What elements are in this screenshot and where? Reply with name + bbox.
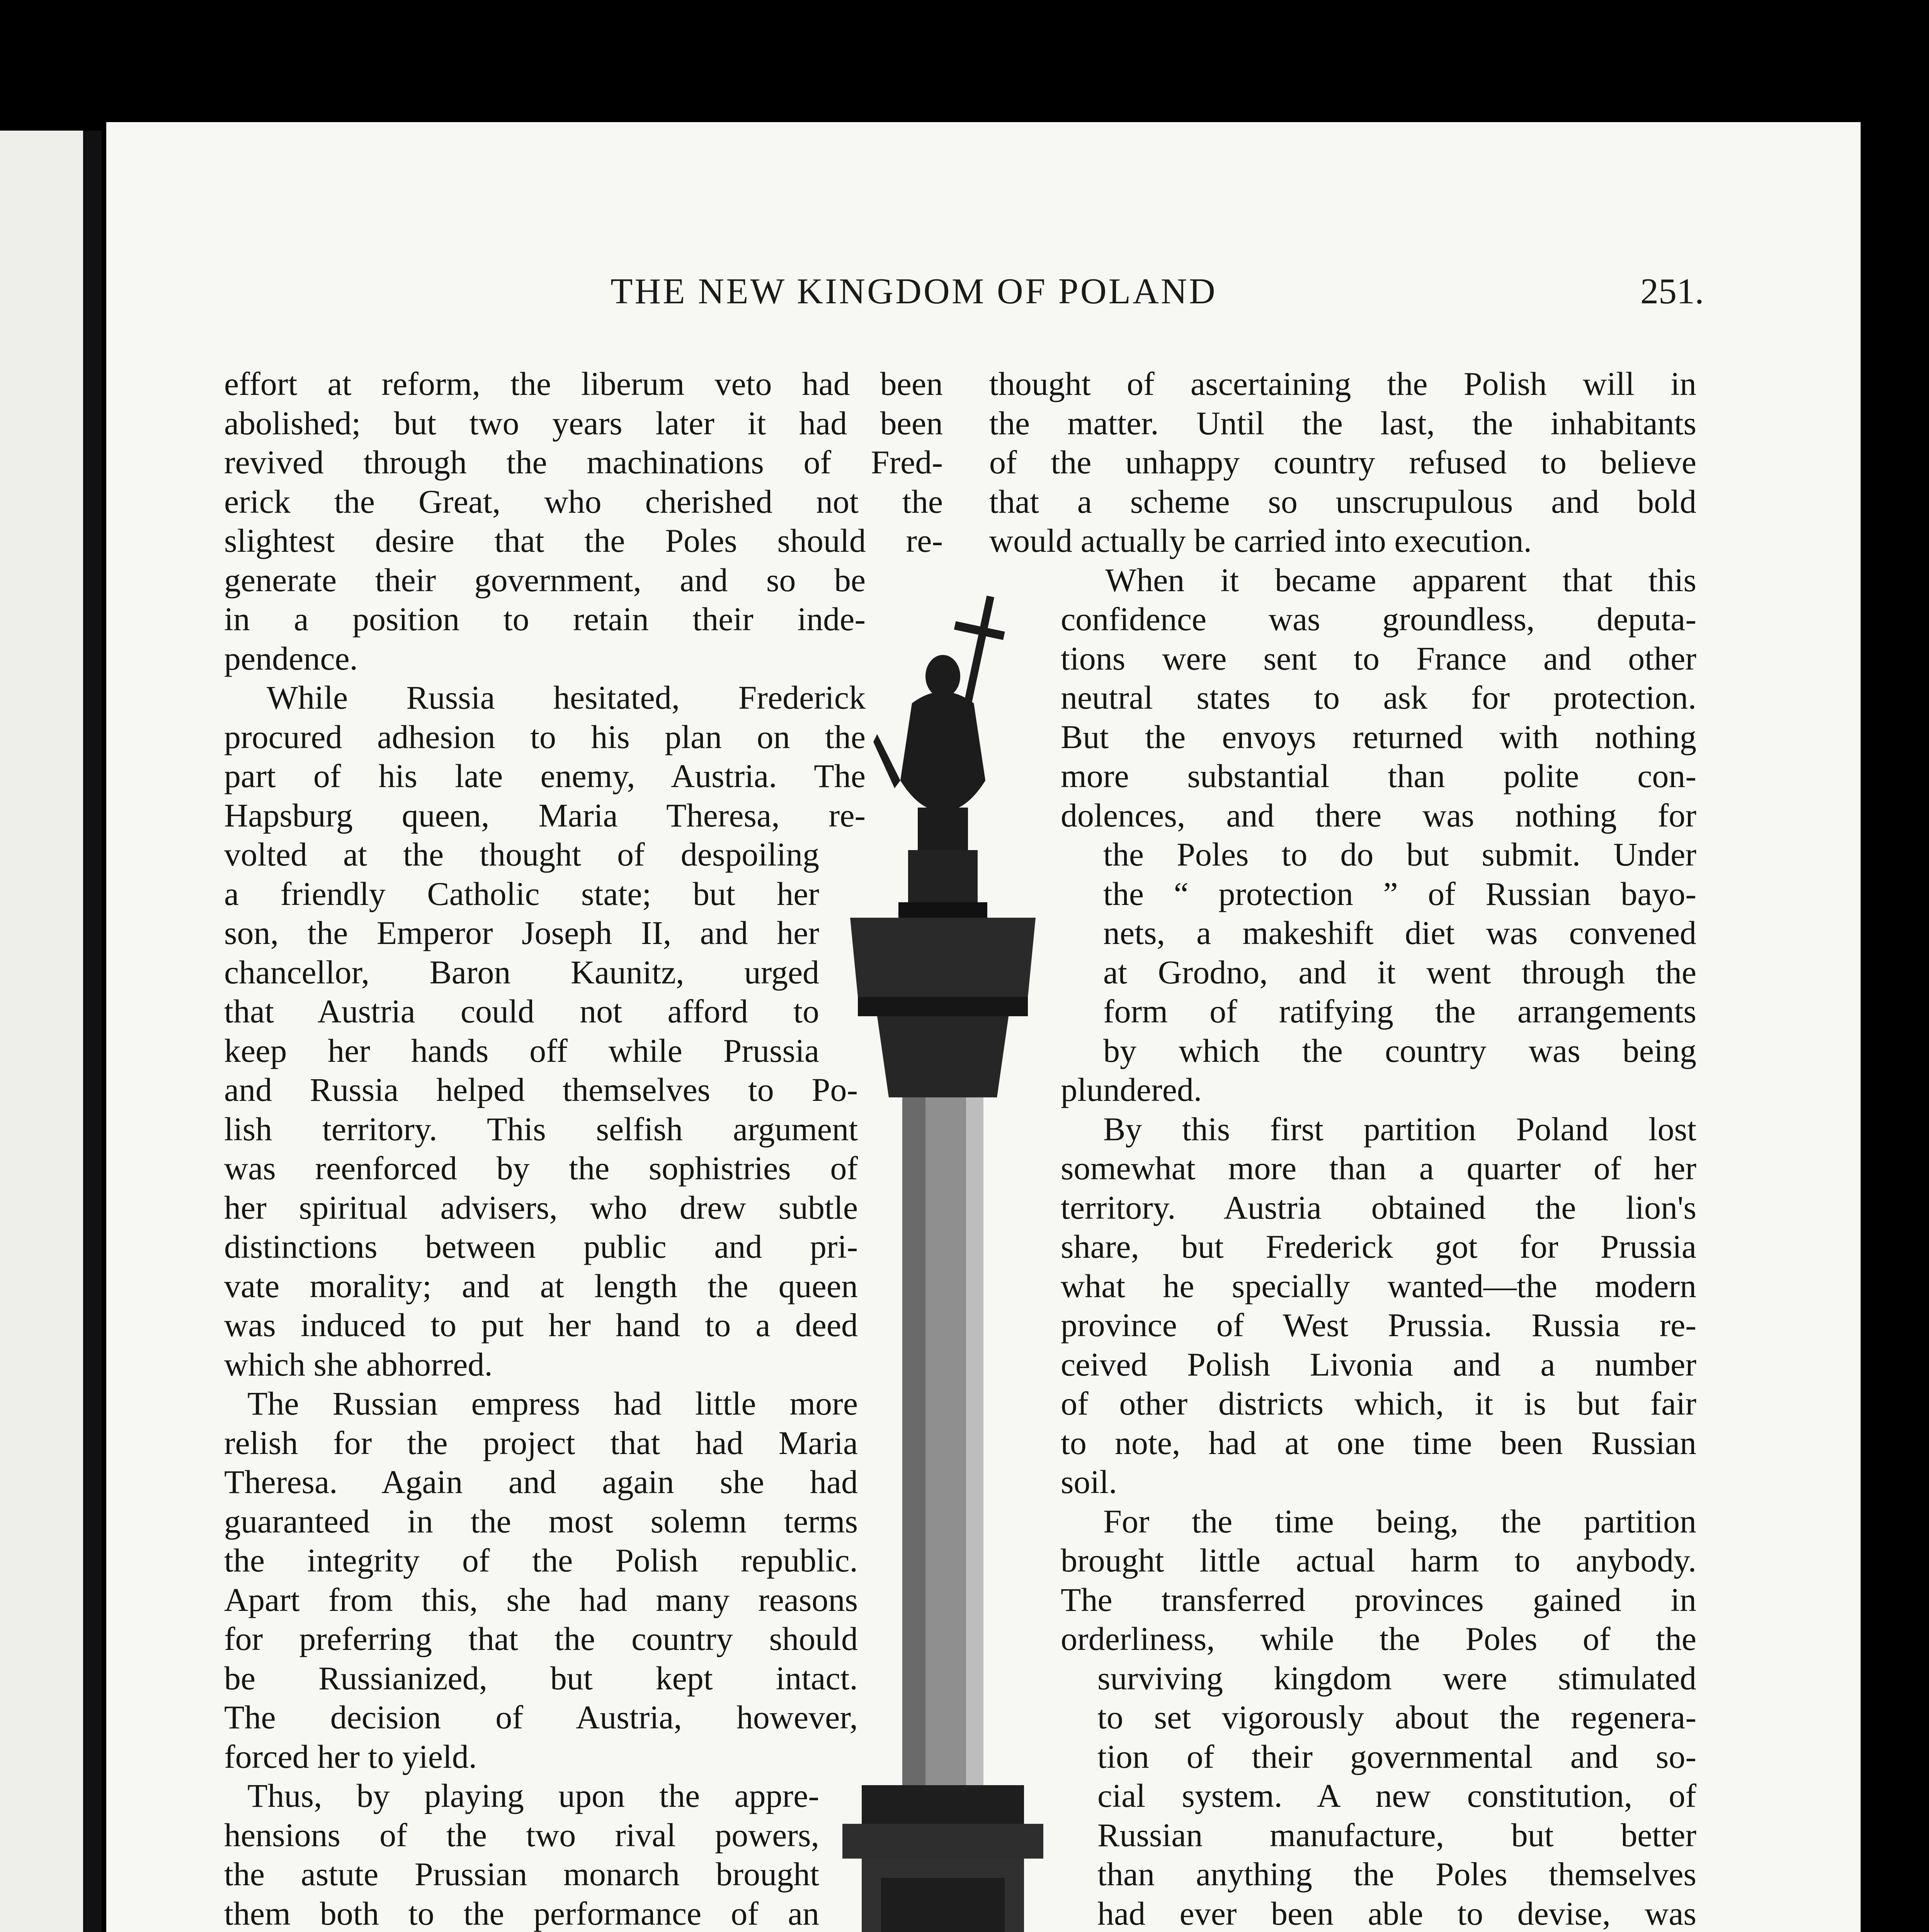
text-line: erick the Great, who cherished not the xyxy=(224,483,943,520)
text-line: was reenforced by the sophistries of xyxy=(224,1150,858,1187)
text-line: nets, a makeshift diet was convened xyxy=(1103,914,1696,951)
text-line: plundered. xyxy=(1061,1071,1202,1108)
text-line: for preferring that the country should xyxy=(224,1620,858,1657)
text-line: ceived Polish Livonia and a number xyxy=(1061,1346,1696,1383)
text-line: somewhat more than a quarter of her xyxy=(1061,1150,1696,1187)
text-line: be Russianized, but kept intact. xyxy=(224,1660,858,1697)
text-line: province of West Prussia. Russia re- xyxy=(1061,1306,1696,1344)
text-line: distinctions between public and pri- xyxy=(224,1228,858,1265)
previous-page-edge xyxy=(0,131,87,1932)
text-line: Hapsburg queen, Maria Theresa, re- xyxy=(224,797,866,834)
text-line: lish territory. This selfish argument xyxy=(224,1111,858,1148)
text-line: son, the Emperor Joseph II, and her xyxy=(224,914,819,951)
text-line: that a scheme so unscrupulous and bold xyxy=(989,483,1696,520)
text-line: orderliness, while the Poles of the xyxy=(1061,1620,1696,1657)
text-line: the “ protection ” of Russian bayo- xyxy=(1103,875,1696,912)
text-line: But the envoys returned with nothing xyxy=(1061,718,1696,755)
text-line: guaranteed in the most solemn terms xyxy=(224,1503,858,1540)
text-line: abolished; but two years later it had been xyxy=(224,405,943,442)
text-line: While Russia hesitated, Frederick xyxy=(267,679,866,716)
running-head: THE NEW KINGDOM OF POLAND xyxy=(611,271,1217,311)
text-line: share, but Frederick got for Prussia xyxy=(1061,1228,1696,1265)
text-line: slightest desire that the Poles should re- xyxy=(224,522,943,559)
text-line: By this first partition Poland lost xyxy=(1103,1111,1696,1148)
text-line: part of his late enemy, Austria. The xyxy=(224,757,866,794)
text-line: confidence was groundless, deputa- xyxy=(1061,600,1696,638)
text-line: surviving kingdom were stimulated xyxy=(1097,1660,1696,1697)
text-line: than anything the Poles themselves xyxy=(1097,1855,1696,1893)
text-line: relish for the project that had Maria xyxy=(224,1424,858,1461)
text-line: the astute Prussian monarch brought xyxy=(224,1855,819,1893)
text-line: cial system. A new constitution, of xyxy=(1097,1777,1696,1814)
text-line: neutral states to ask for protection. xyxy=(1061,679,1696,716)
text-line: effort at reform, the liberum veto had been xyxy=(224,365,943,402)
text-line: in a position to retain their inde- xyxy=(224,600,866,638)
text-line: them both to the performance of an xyxy=(224,1895,819,1932)
text-line: to set vigorously about the regenera- xyxy=(1097,1699,1696,1736)
text-line: vate morality; and at length the queen xyxy=(224,1267,858,1304)
text-line: which she abhorred. xyxy=(224,1346,493,1383)
text-line: generate their government, and so be xyxy=(224,561,866,599)
text-line: Apart from this, she had many reasons xyxy=(224,1581,858,1618)
text-line: thought of ascertaining the Polish will in xyxy=(989,365,1696,402)
text-line: The decision of Austria, however, xyxy=(224,1699,858,1736)
text-line: procured adhesion to his plan on the xyxy=(224,718,866,755)
text-line: would actually be carried into execution. xyxy=(989,522,1532,559)
text-line: what he specially wanted—the modern xyxy=(1061,1267,1696,1304)
text-line: For the time being, the partition xyxy=(1103,1503,1696,1540)
text-line: pendence. xyxy=(224,640,358,677)
text-line: The Russian empress had little more xyxy=(247,1385,858,1422)
text-line: her spiritual advisers, who drew subtle xyxy=(224,1189,858,1226)
text-line: tions were sent to France and other xyxy=(1061,640,1696,677)
text-line: dolences, and there was nothing for xyxy=(1061,797,1696,834)
text-line: of other districts which, it is but fair xyxy=(1061,1385,1696,1422)
text-line: Thus, by playing upon the appre- xyxy=(247,1777,819,1814)
text-line: and Russia helped themselves to Po- xyxy=(224,1071,858,1108)
text-line: had ever been able to devise, was xyxy=(1097,1895,1696,1932)
monument-illustration xyxy=(541,580,1295,1932)
text-line: soil. xyxy=(1061,1463,1117,1500)
text-line: chancellor, Baron Kaunitz, urged xyxy=(224,954,819,991)
text-line: was induced to put her hand to a deed xyxy=(224,1306,858,1344)
text-line: hensions of the two rival powers, xyxy=(224,1816,819,1854)
page-number: 251. xyxy=(1640,271,1704,311)
text-line: of the unhappy country refused to believe xyxy=(989,444,1696,481)
text-line: to note, had at one time been Russian xyxy=(1061,1424,1696,1461)
text-line: that Austria could not afford to xyxy=(224,993,819,1030)
text-line: a friendly Catholic state; but her xyxy=(224,875,819,912)
text-line: The transferred provinces gained in xyxy=(1061,1581,1696,1618)
text-line: Russian manufacture, but better xyxy=(1097,1816,1696,1854)
text-line: by which the country was being xyxy=(1103,1032,1696,1069)
text-line: When it became apparent that this xyxy=(1105,561,1696,599)
text-line: volted at the thought of despoiling xyxy=(224,836,819,873)
text-line: Theresa. Again and again she had xyxy=(224,1463,858,1500)
text-line: at Grodno, and it went through the xyxy=(1103,954,1696,991)
text-line: brought little actual harm to anybody. xyxy=(1061,1542,1696,1579)
text-line: keep her hands off while Prussia xyxy=(224,1032,819,1069)
text-line: the matter. Until the last, the inhabitants xyxy=(989,405,1696,442)
text-line: the Poles to do but submit. Under xyxy=(1103,836,1696,873)
text-line: forced her to yield. xyxy=(224,1738,477,1775)
text-line: tion of their governmental and so- xyxy=(1097,1738,1696,1775)
text-line: more substantial than polite con- xyxy=(1061,757,1696,794)
book-binding xyxy=(83,131,102,1932)
text-line: form of ratifying the arrangements xyxy=(1103,993,1696,1030)
text-line: territory. Austria obtained the lion's xyxy=(1061,1189,1696,1226)
text-line: the integrity of the Polish republic. xyxy=(224,1542,858,1579)
text-line: revived through the machinations of Fred- xyxy=(224,444,943,481)
